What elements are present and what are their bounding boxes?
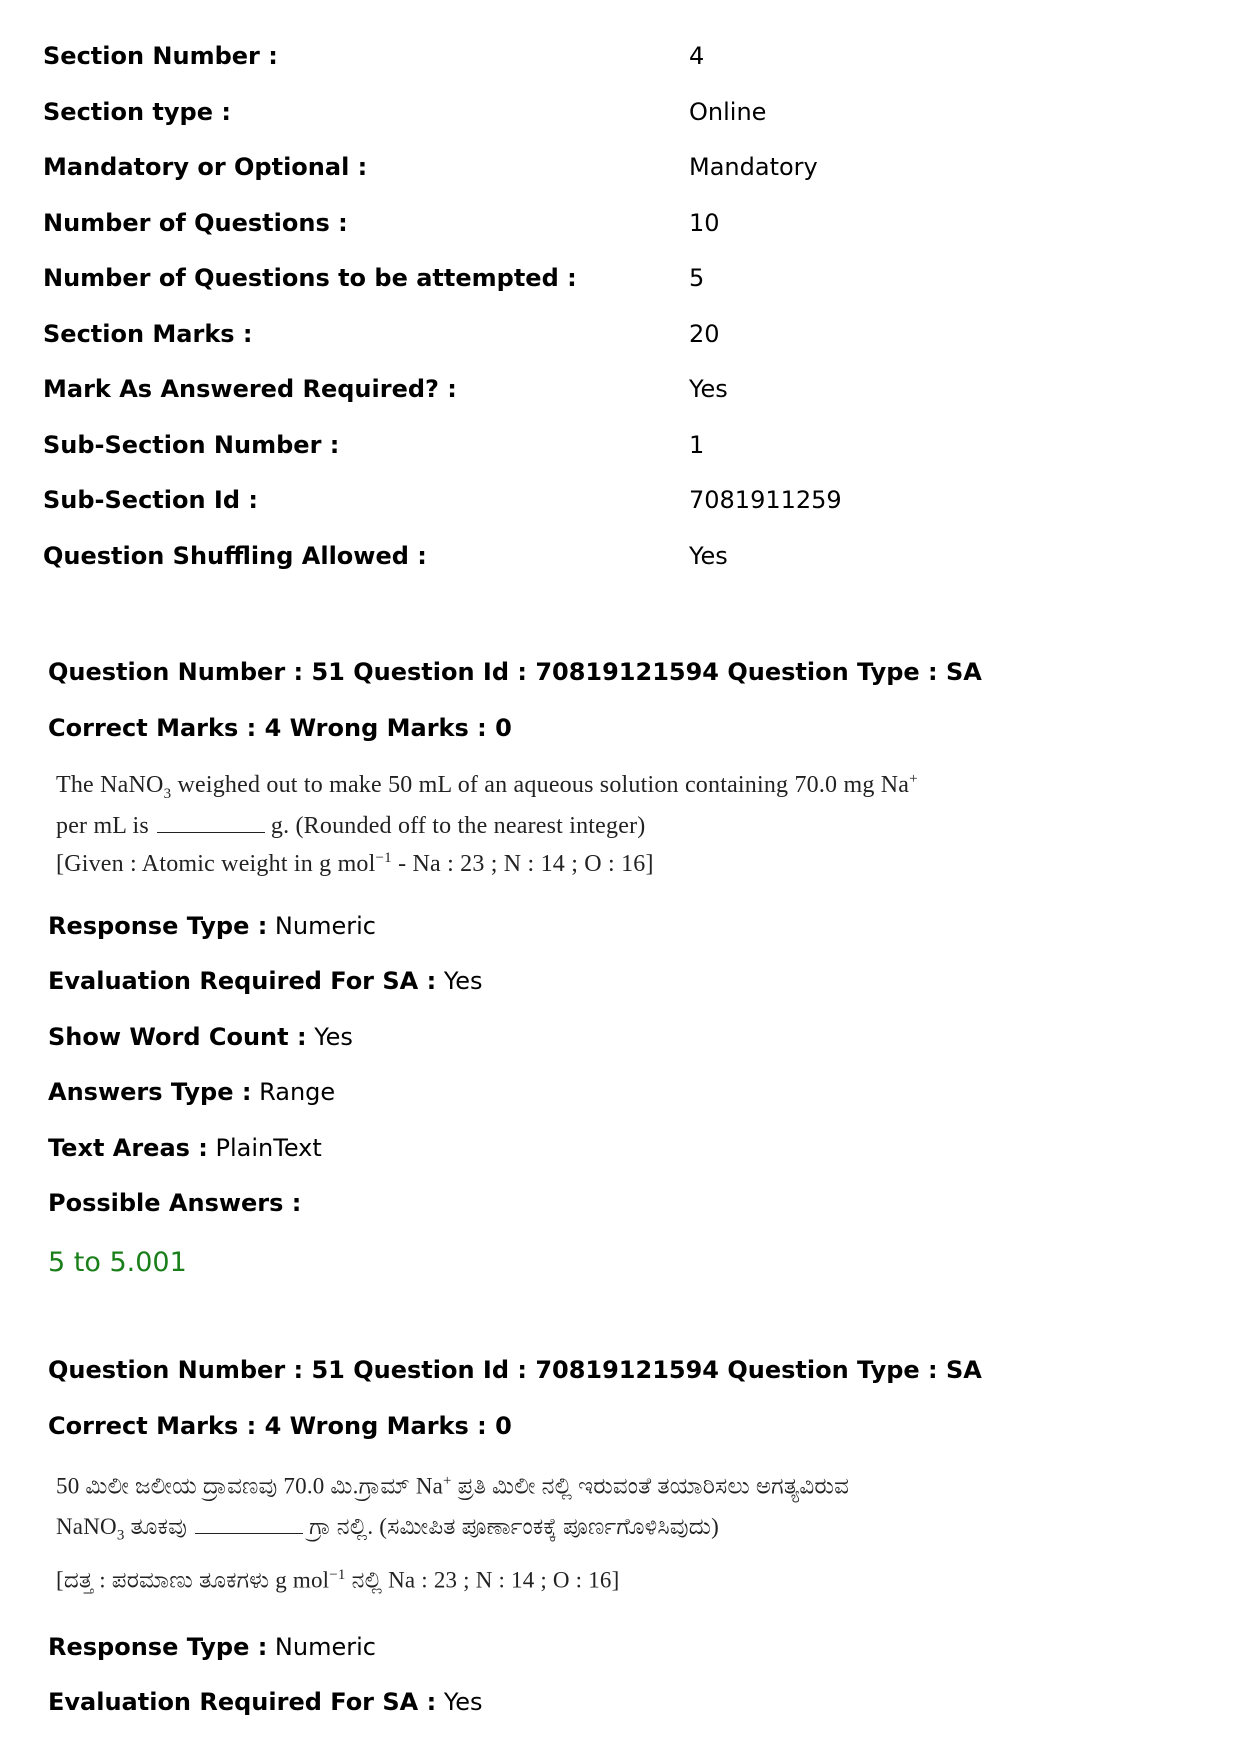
section-info-table	[43, 32, 1193, 587]
section-info-row	[43, 254, 1193, 310]
section-info-label: Section Marks :	[43, 319, 253, 348]
question-text-sup: +	[909, 771, 918, 787]
detail-label: Possible Answers :	[48, 1189, 302, 1218]
detail-label: Response Type :	[48, 911, 268, 940]
section-info-row	[43, 310, 1193, 366]
detail-value: Numeric	[267, 911, 376, 940]
detail-row	[48, 1013, 1198, 1069]
section-info-label: Question Shuffling Allowed :	[43, 541, 427, 570]
question-marks: Correct Marks : 4 Wrong Marks : 0	[48, 713, 512, 742]
question-text-part: - Na : 23 ; N : 14 ; O : 16]	[391, 850, 654, 877]
section-info-value: Online	[689, 97, 767, 126]
detail-row	[48, 1623, 1198, 1679]
detail-row	[48, 1179, 1198, 1235]
question-text-part: per mL is	[56, 812, 149, 839]
question-text-part: ನಲ್ಲಿ Na : 23 ; N : 14 ; O : 16]	[345, 1567, 620, 1593]
detail-value: Yes	[436, 1688, 483, 1717]
possible-answer: 5 to 5.001	[48, 1246, 187, 1278]
detail-row	[48, 957, 1198, 1013]
section-info-row	[43, 143, 1193, 199]
question-text-part: 50 ಮಿಲೀ ಜಲೀಯ ದ್ರಾವಣವು 70.0 ಮಿ.ಗ್ರಾಮ್ Na	[56, 1473, 444, 1499]
section-info-label: Section Number :	[43, 42, 278, 70]
section-info-value: 10	[689, 208, 720, 237]
section-info-row	[43, 365, 1193, 421]
detail-label: Response Type :	[48, 1632, 268, 1661]
question-header: Question Number : 51 Question Id : 70819121594 Question Type : SA	[48, 1356, 982, 1384]
section-info-row	[43, 88, 1193, 144]
question-text-part: ತೂಕವು	[124, 1513, 188, 1539]
question-text-sup: −1	[329, 1567, 346, 1584]
detail-row	[48, 1678, 1198, 1734]
question-text-sup: +	[443, 1473, 452, 1489]
question-marks: Correct Marks : 4 Wrong Marks : 0	[48, 1411, 512, 1440]
question-text-part: [ದತ್ತ : ಪರಮಾಣು ತೂಕಗಳು g mol	[56, 1567, 330, 1593]
question-text-part: ಗ್ರಾ ನಲ್ಲಿ. (ಸಮೀಪಿತ ಪೂರ್ಣಾಂಕಕ್ಕೆ ಪೂರ್ಣಗೊಳಿಸಿವುದು)	[309, 1513, 719, 1539]
detail-label: Show Word Count :	[48, 1022, 307, 1051]
detail-label: Answers Type :	[48, 1078, 252, 1107]
question-text	[56, 1461, 1198, 1601]
section-info-value: 1	[689, 430, 705, 459]
section-info-row	[43, 421, 1193, 477]
detail-value: PlainText	[207, 1133, 322, 1162]
question-text-part: NaNO	[56, 1513, 117, 1539]
question-text-sup: −1	[375, 849, 392, 866]
section-info-label: Number of Questions :	[43, 208, 348, 237]
section-info-value: 7081911259	[689, 486, 842, 514]
section-info-row	[43, 476, 1193, 532]
section-info-value: 5	[689, 264, 705, 292]
section-info-value: Yes	[689, 541, 728, 570]
answer-blank	[157, 814, 265, 833]
question-text-part: g. (Rounded off to the nearest integer)	[270, 812, 646, 839]
section-info-value: Yes	[689, 375, 728, 403]
section-info-label: Number of Questions to be attempted :	[43, 264, 577, 292]
detail-row	[48, 1124, 1198, 1180]
section-info-row	[43, 532, 1193, 588]
question-text-part: [Given : Atomic weight in g mol	[56, 850, 376, 877]
detail-row	[48, 1068, 1198, 1124]
section-info-value: 20	[689, 319, 720, 348]
detail-value: Numeric	[267, 1632, 376, 1661]
section-info-label: Mark As Answered Required? :	[43, 375, 457, 403]
question-block-english	[48, 648, 1198, 1287]
detail-value: Yes	[306, 1022, 353, 1051]
question-header: Question Number : 51 Question Id : 70819121594 Question Type : SA	[48, 658, 982, 686]
answer-blank	[195, 1515, 303, 1534]
detail-label: Evaluation Required For SA :	[48, 1688, 437, 1717]
detail-label: Evaluation Required For SA :	[48, 967, 437, 996]
question-text	[56, 763, 1198, 880]
question-text-part: ಪ್ರತಿ ಮಿಲೀ ನಲ್ಲಿ ಇರುವಂತೆ ತಯಾರಿಸಲು ಅಗತ್ಯವಿರುವ	[451, 1473, 850, 1499]
section-info-row	[43, 199, 1193, 255]
section-info-value: 4	[689, 42, 705, 70]
detail-value: Range	[251, 1078, 336, 1107]
section-info-label: Mandatory or Optional :	[43, 153, 368, 181]
detail-value: Yes	[436, 967, 483, 996]
section-info-label: Sub-Section Number :	[43, 430, 340, 459]
question-block-kannada	[48, 1346, 1198, 1734]
detail-label: Text Areas :	[48, 1133, 208, 1162]
section-info-row	[43, 32, 1193, 88]
question-text-part: The NaNO	[56, 772, 164, 798]
detail-row	[48, 902, 1198, 958]
section-info-label: Section type :	[43, 97, 231, 126]
question-text-sub: 3	[163, 785, 172, 802]
section-info-label: Sub-Section Id :	[43, 486, 258, 514]
question-text-sub: 3	[116, 1527, 125, 1544]
section-info-value: Mandatory	[689, 153, 818, 181]
question-text-part: weighed out to make 50 mL of an aqueous solution containing 70.0 mg Na	[171, 772, 910, 798]
